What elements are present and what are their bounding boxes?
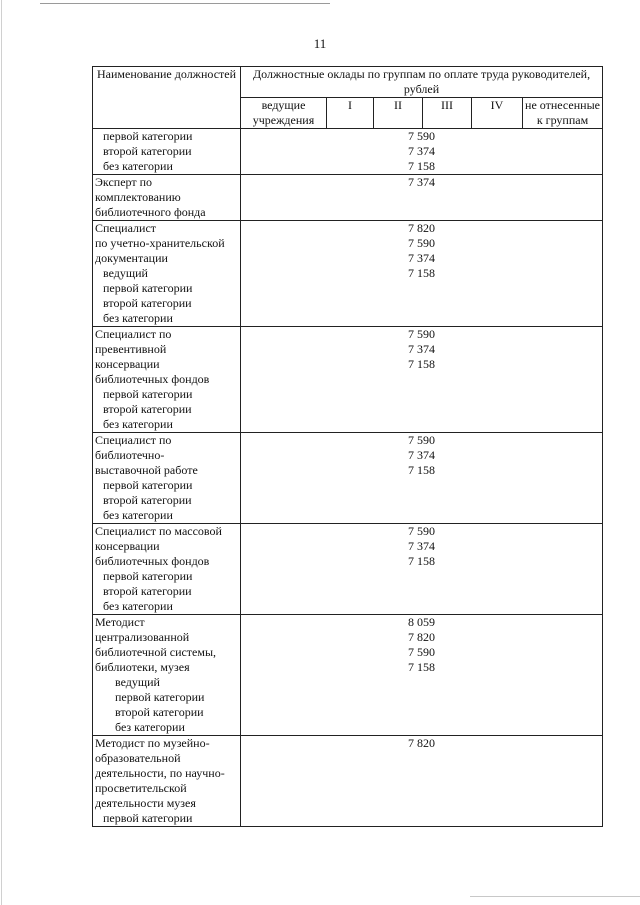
salary-value-cell — [241, 524, 603, 615]
category-label: ведущий — [103, 266, 148, 280]
category-label: первой категории — [103, 478, 193, 492]
position-name-cell — [93, 327, 241, 433]
position-title-line: превентивной — [95, 342, 167, 356]
salary-value: 7 374 — [408, 539, 435, 553]
position-title-line: библиотечных фондов — [95, 554, 210, 568]
position-title-line: централизованной — [95, 630, 190, 644]
salary-table — [92, 66, 603, 827]
position-title-line: Методист по музейно- — [95, 736, 210, 750]
salary-value: 7 590 — [408, 236, 435, 250]
salary-value: 7 590 — [408, 645, 435, 659]
position-title-line: документации — [95, 251, 168, 265]
header-subcol-group-3: III — [423, 98, 472, 129]
category-label: второй категории — [103, 402, 192, 416]
position-block — [93, 736, 603, 827]
salary-value: 7 158 — [408, 357, 435, 371]
position-title-line: Эксперт по — [95, 175, 153, 189]
category-label: без категории — [103, 417, 173, 431]
category-label: первой категории — [103, 281, 193, 295]
top-rule — [40, 3, 330, 4]
header-subcol-group-1: I — [327, 98, 374, 129]
category-label: без категории — [103, 599, 173, 613]
header-salary-groups: Должностные оклады по группам по оплате труда руководителей, рублей — [241, 67, 603, 98]
category-label: ведущий — [115, 675, 160, 689]
category-label: первой категории — [103, 569, 193, 583]
position-block — [93, 524, 603, 615]
salary-value: 7 158 — [408, 266, 435, 280]
category-label: второй категории — [103, 584, 192, 598]
header-position-name: Наименование должностей — [93, 67, 241, 129]
position-title-line: комплектованию — [95, 190, 181, 204]
category-label: без категории — [103, 159, 173, 173]
position-title-line: библиотечной системы, — [95, 645, 217, 659]
header-subcol-leading: ведущие учреждения — [241, 98, 327, 129]
salary-value: 7 158 — [408, 660, 435, 674]
position-title-line: библиотечного фонда — [95, 205, 206, 219]
bottom-rule — [470, 896, 640, 897]
category-label: первой категории — [103, 129, 193, 143]
position-title-line: Специалист — [95, 221, 157, 235]
salary-value: 7 590 — [408, 129, 435, 143]
salary-value-cell — [241, 327, 603, 433]
position-title-line: Специалист по — [95, 327, 172, 341]
category-label: первой категории — [103, 387, 193, 401]
salary-value: 8 059 — [408, 615, 435, 629]
position-title-line: Специалист по массовой — [95, 524, 222, 538]
salary-value: 7 374 — [408, 175, 435, 189]
salary-value-cell — [241, 221, 603, 327]
page-number: 11 — [313, 36, 327, 51]
header-subcol-unassigned: не отнесенные к группам — [523, 98, 603, 129]
header-subcol-group-4: IV — [472, 98, 523, 129]
salary-value: 7 374 — [408, 342, 435, 356]
header-row-1 — [93, 67, 603, 98]
position-title-line: библиотечных фондов — [95, 372, 210, 386]
position-name-cell — [93, 221, 241, 327]
category-label: первой категории — [115, 690, 205, 704]
salary-value: 7 374 — [408, 448, 435, 462]
category-label: второй категории — [103, 144, 192, 158]
category-label: второй категории — [103, 296, 192, 310]
category-label: второй категории — [103, 493, 192, 507]
position-name-cell — [93, 175, 241, 221]
position-name-cell — [93, 129, 241, 175]
salary-value-cell — [241, 175, 603, 221]
position-title-line: деятельности, по научно- — [95, 766, 225, 780]
category-label: второй категории — [115, 705, 204, 719]
position-title-line: консервации — [95, 539, 160, 553]
salary-value: 7 820 — [408, 736, 435, 750]
position-title-line: по учетно-хранительской — [95, 236, 225, 250]
category-label: без категории — [103, 508, 173, 522]
salary-value-cell — [241, 129, 603, 175]
scan-edge-left — [1, 0, 2, 905]
position-title-line: Методист — [95, 615, 145, 629]
position-title-line: библиотечно- — [95, 448, 165, 462]
position-name-cell — [93, 524, 241, 615]
salary-value: 7 158 — [408, 159, 435, 173]
position-title-line: выставочной работе — [95, 463, 198, 477]
position-title-line: деятельности музея — [95, 796, 196, 810]
table-body — [93, 67, 603, 827]
salary-value: 7 590 — [408, 433, 435, 447]
position-block — [93, 221, 603, 327]
position-block — [93, 615, 603, 736]
position-title-line: консервации — [95, 357, 160, 371]
salary-value-cell — [241, 615, 603, 736]
position-title-line: Специалист по — [95, 433, 172, 447]
position-block — [93, 327, 603, 433]
header-subcol-group-2: II — [374, 98, 423, 129]
position-title-line: образовательной — [95, 751, 181, 765]
salary-value: 7 590 — [408, 327, 435, 341]
salary-value: 7 158 — [408, 463, 435, 477]
position-title-line: библиотеки, музея — [95, 660, 190, 674]
salary-value-cell — [241, 736, 603, 827]
position-block — [93, 129, 603, 175]
position-block — [93, 433, 603, 524]
category-label: без категории — [103, 311, 173, 325]
position-block — [93, 175, 603, 221]
category-label: первой категории — [103, 811, 193, 825]
position-title-line: просветительской — [95, 781, 187, 795]
category-label: без категории — [115, 720, 185, 734]
salary-value: 7 374 — [408, 144, 435, 158]
salary-value-cell — [241, 433, 603, 524]
salary-value: 7 590 — [408, 524, 435, 538]
position-name-cell — [93, 433, 241, 524]
salary-value: 7 374 — [408, 251, 435, 265]
salary-value: 7 158 — [408, 554, 435, 568]
salary-value: 7 820 — [408, 630, 435, 644]
position-name-cell — [93, 736, 241, 827]
salary-value: 7 820 — [408, 221, 435, 235]
position-name-cell — [93, 615, 241, 736]
